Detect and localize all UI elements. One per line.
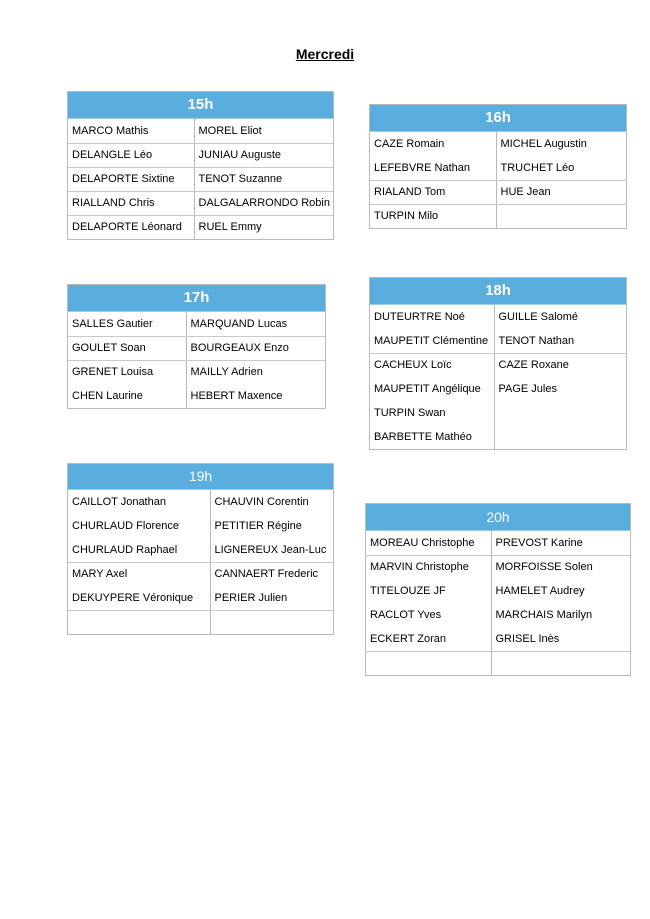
student-name-cell: MARQUAND Lucas: [186, 312, 325, 336]
page-title: Mercredi: [295, 46, 355, 62]
student-name-cell: MARY Axel: [68, 562, 210, 586]
table-row: [366, 603, 630, 627]
slot-table: [68, 119, 333, 239]
student-name-cell: BARBETTE Mathéo: [370, 425, 494, 449]
table-row: [370, 305, 626, 329]
table-row: [370, 204, 626, 228]
student-name-cell: PERIER Julien: [210, 586, 333, 610]
student-name-cell: CANNAERT Frederic: [214, 568, 319, 581]
student-name-cell: [210, 610, 333, 634]
slot-header: 18h: [370, 278, 626, 305]
student-name-cell: HAMELET Audrey: [495, 585, 585, 597]
slot-19h: [67, 463, 334, 635]
student-name-cell: CAZE Romain: [370, 132, 496, 156]
student-name-cell: CAILLOT Jonathan: [68, 490, 210, 514]
table-row: [370, 401, 626, 425]
slot-16h: [369, 104, 627, 229]
slot-header: 19h: [68, 464, 333, 490]
student-name-cell: TENOT Suzanne: [194, 167, 333, 191]
student-name-cell: RACLOT Yves: [366, 603, 491, 627]
slot-header: 16h: [370, 105, 626, 132]
table-row: [68, 490, 333, 514]
student-name-cell: [496, 204, 626, 228]
student-name-cell: [494, 425, 626, 449]
table-row: [366, 555, 630, 579]
student-name-cell: JUNIAU Auguste: [194, 143, 333, 167]
student-name-cell: [491, 651, 630, 675]
student-name-cell: HEBERT Maxence: [190, 390, 283, 402]
student-name-cell: RIALAND Tom: [370, 180, 496, 204]
student-name-cell: MOREL Eliot: [194, 119, 333, 143]
student-name-cell: SALLES Gautier: [68, 312, 186, 336]
student-name-cell: TURPIN Swan: [370, 401, 494, 425]
table-row: [68, 360, 325, 384]
student-name-cell: ECKERT Zoran: [366, 627, 491, 651]
student-name-cell: CACHEUX Loïc: [370, 353, 494, 377]
slot-15h: [67, 91, 334, 240]
student-name-cell: MOREAU Christophe: [366, 531, 491, 555]
slot-header: 17h: [68, 285, 325, 312]
slot-table: [68, 490, 333, 634]
student-name-cell: DALGALARRONDO Robin: [194, 191, 333, 215]
student-name-cell: DELANGLE Léo: [68, 143, 194, 167]
student-name-cell: MORFOISSE Solen: [495, 561, 593, 574]
table-row: [370, 132, 626, 156]
table-row: [68, 119, 333, 143]
slot-18h: [369, 277, 627, 450]
student-name-cell: BOURGEAUX Enzo: [186, 336, 325, 360]
table-row: [370, 425, 626, 449]
table-row: [68, 143, 333, 167]
table-row: [366, 579, 630, 603]
student-name-cell: MAUPETIT Angélique: [370, 377, 494, 401]
slot-table: [370, 305, 626, 449]
slot-20h: [365, 503, 631, 676]
slot-header: 20h: [366, 504, 630, 531]
student-name-cell: LEFEBVRE Nathan: [370, 156, 496, 180]
student-name-cell: GRENET Louisa: [68, 360, 186, 384]
student-name-cell: GRISEL Inès: [491, 627, 630, 651]
table-row: [68, 191, 333, 215]
student-name-cell: CHAUVIN Corentin: [214, 496, 309, 508]
slot-table: [370, 132, 626, 228]
student-name-cell: GUILLE Salomé: [498, 311, 578, 323]
table-row: [68, 610, 333, 634]
student-name-cell: DELAPORTE Léonard: [68, 215, 194, 239]
student-name-cell: CHURLAUD Raphael: [68, 538, 210, 562]
student-name-cell: MARCHAIS Marilyn: [495, 609, 593, 621]
student-name-cell: PREVOST Karine: [491, 531, 630, 555]
table-row: [68, 215, 333, 239]
student-name-cell: CAZE Roxane: [498, 359, 569, 372]
table-row: [366, 627, 630, 651]
student-name-cell: [366, 651, 491, 675]
table-row: [68, 514, 333, 538]
student-name-cell: [68, 610, 210, 634]
student-name-cell: TITELOUZE JF: [366, 579, 491, 603]
table-row: [366, 531, 630, 555]
slot-header: 15h: [68, 92, 333, 119]
table-row: [68, 538, 333, 562]
table-row: [68, 586, 333, 610]
student-name-cell: TRUCHET Léo: [496, 156, 626, 180]
student-name-cell: PETITIER Régine: [214, 520, 302, 532]
student-name-cell: MARCO Mathis: [68, 119, 194, 143]
student-name-cell: MICHEL Augustin: [500, 138, 587, 150]
table-row: [366, 651, 630, 675]
slot-table: [366, 531, 630, 675]
slot-17h: [67, 284, 326, 409]
table-row: [370, 329, 626, 353]
slot-table: [68, 312, 325, 408]
student-name-cell: GOULET Soan: [68, 336, 186, 360]
student-name-cell: MAUPETIT Clémentine: [370, 329, 494, 353]
student-name-cell: RUEL Emmy: [198, 221, 262, 234]
student-name-cell: RIALLAND Chris: [68, 191, 194, 215]
student-name-cell: HUE Jean: [496, 180, 626, 204]
table-row: [370, 180, 626, 204]
table-row: [68, 312, 325, 336]
student-name-cell: LIGNEREUX Jean-Luc: [210, 538, 333, 562]
student-name-cell: MARVIN Christophe: [366, 555, 491, 579]
student-name-cell: MAILLY Adrien: [190, 366, 263, 379]
student-name-cell: DELAPORTE Sixtine: [68, 167, 194, 191]
student-name-cell: TURPIN Milo: [370, 204, 496, 228]
student-name-cell: TENOT Nathan: [494, 329, 626, 353]
student-name-cell: [494, 401, 626, 425]
table-row: [68, 562, 333, 586]
table-row: [370, 156, 626, 180]
student-name-cell: PAGE Jules: [498, 383, 557, 395]
student-name-cell: DEKUYPERE Véronique: [68, 586, 210, 610]
table-row: [68, 336, 325, 360]
student-name-cell: CHURLAUD Florence: [68, 514, 210, 538]
student-name-cell: DUTEURTRE Noé: [370, 305, 494, 329]
table-row: [68, 384, 325, 408]
table-row: [370, 353, 626, 377]
table-row: [68, 167, 333, 191]
student-name-cell: CHEN Laurine: [68, 384, 186, 408]
table-row: [370, 377, 626, 401]
